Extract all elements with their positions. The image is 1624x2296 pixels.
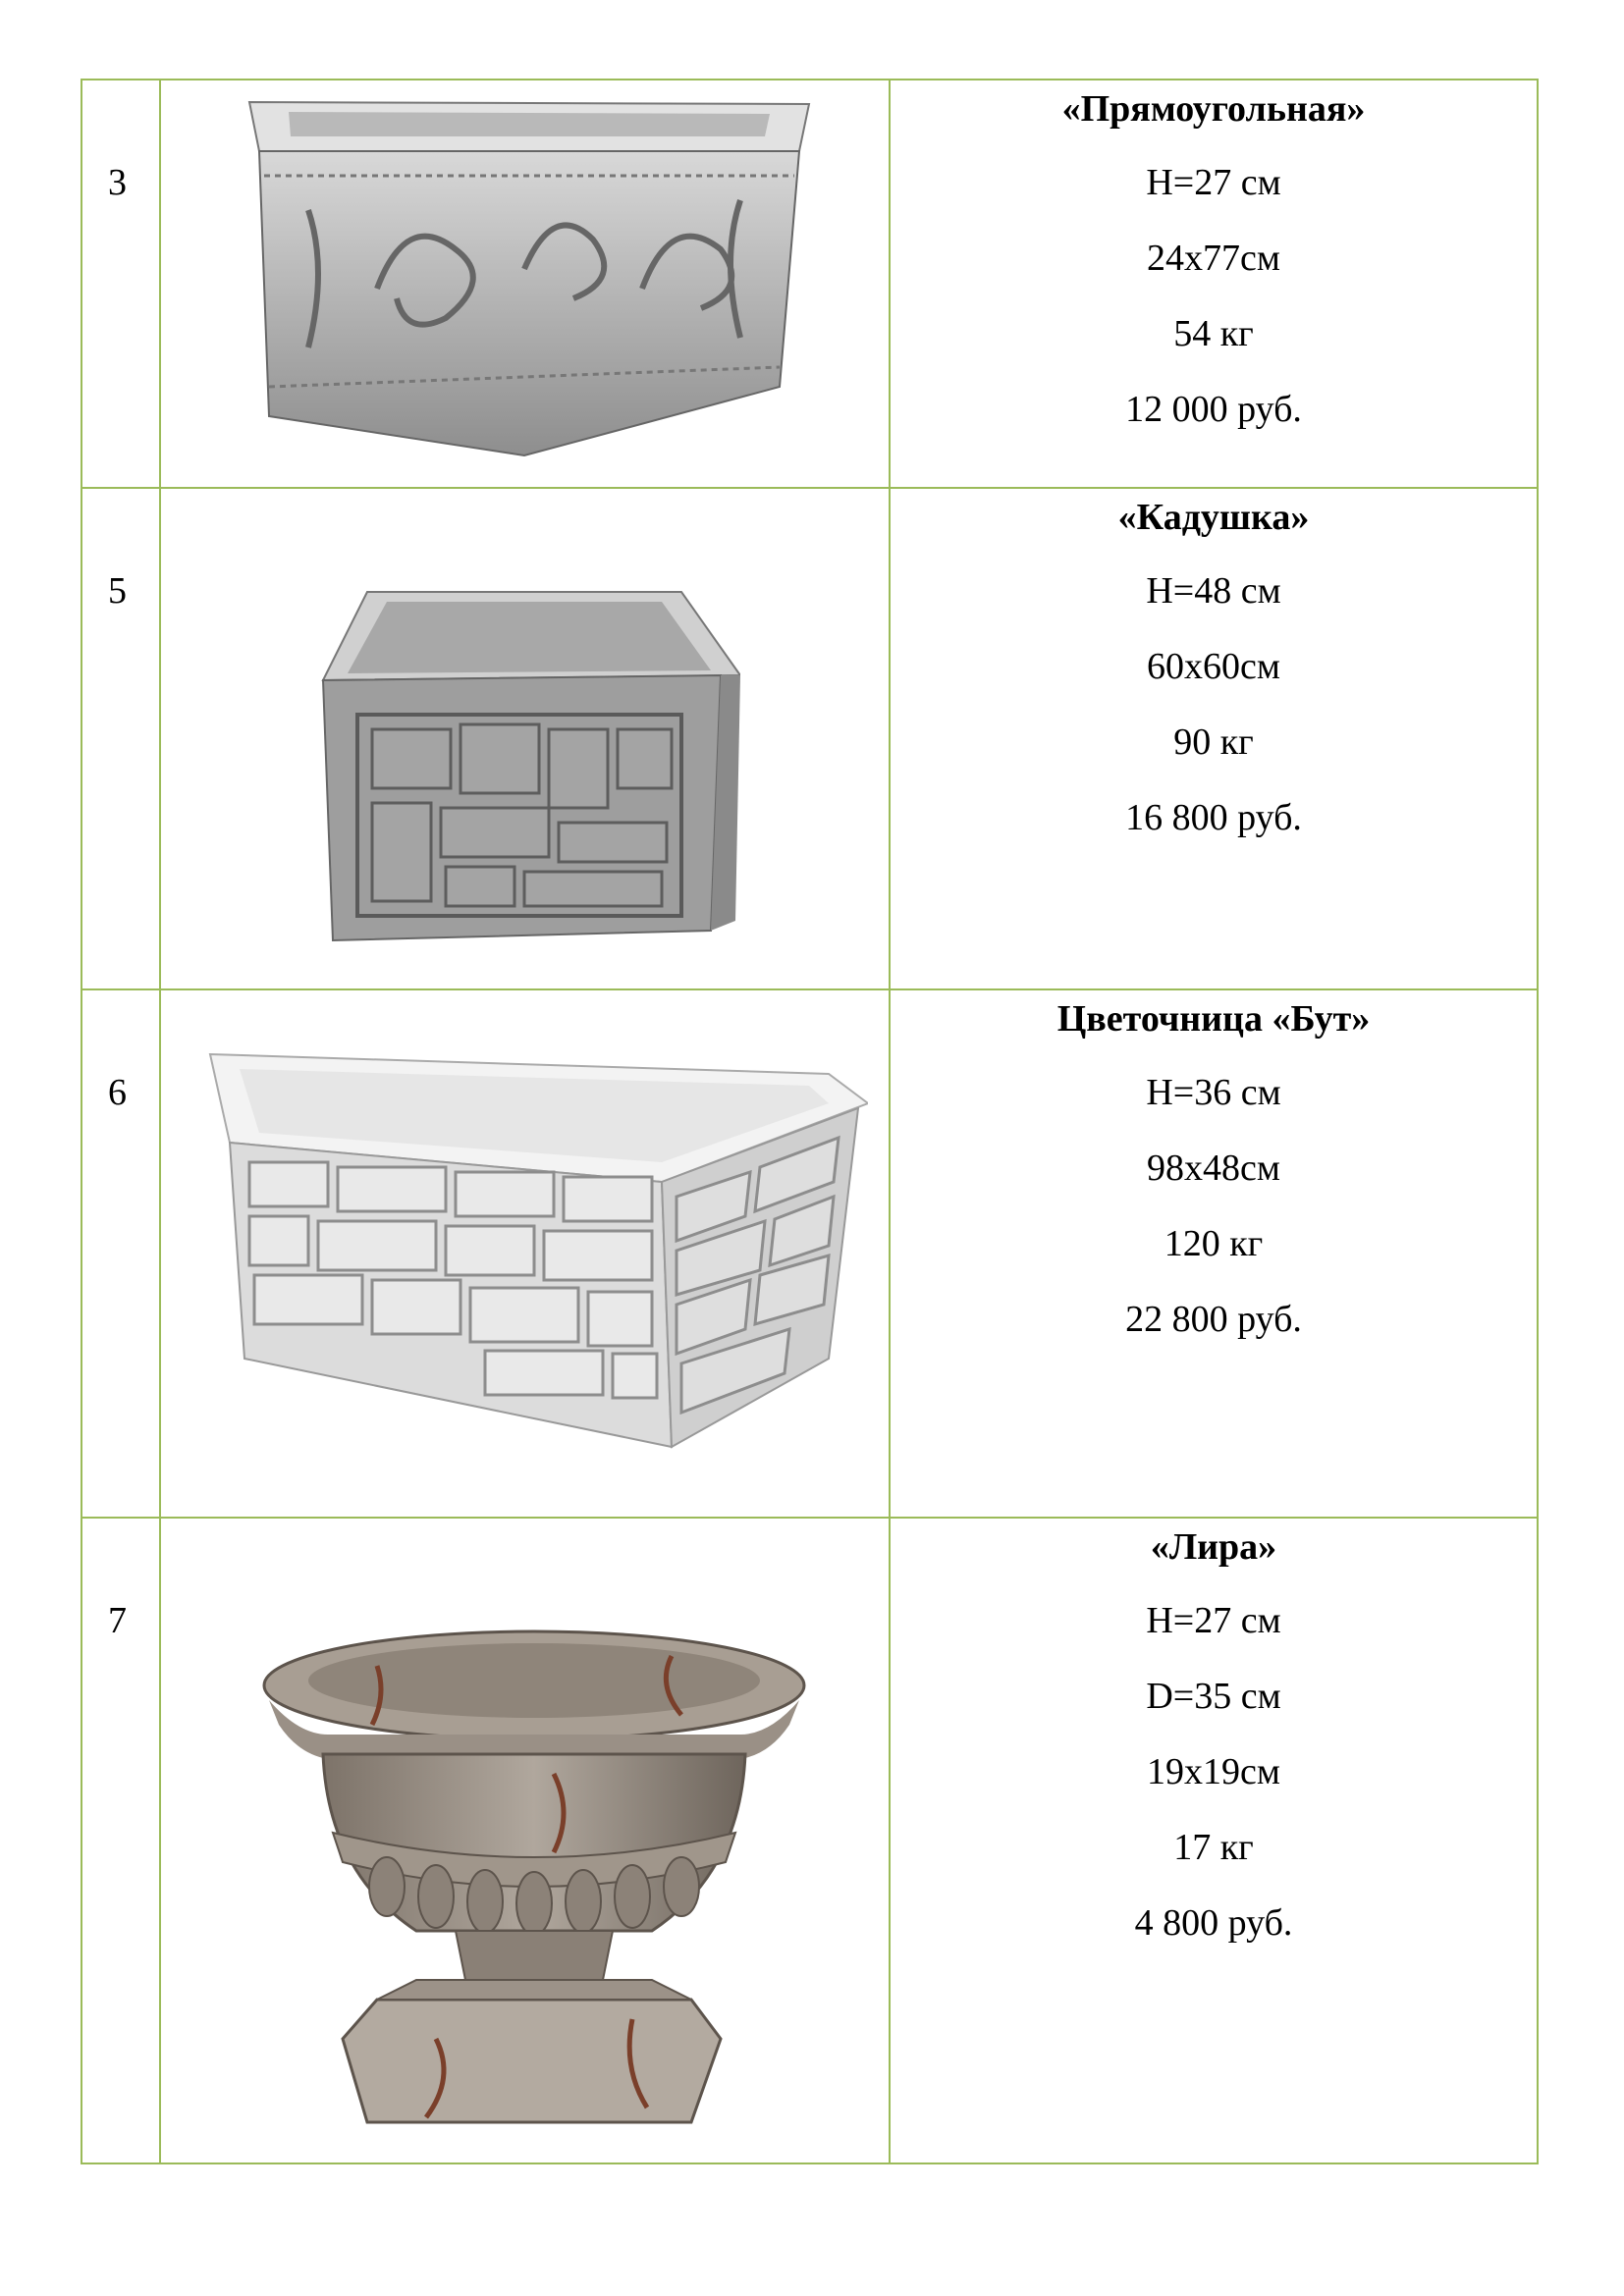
- item-image-cell: [160, 989, 890, 1518]
- item-price: 4 800 руб.: [1134, 1902, 1293, 1944]
- item-weight: 54 кг: [1173, 313, 1254, 354]
- item-image-cell: [160, 80, 890, 488]
- item-size: 60х60см: [1147, 646, 1280, 687]
- item-weight: 17 кг: [1173, 1827, 1254, 1868]
- item-weight: 120 кг: [1164, 1223, 1264, 1264]
- item-weight: 90 кг: [1173, 721, 1254, 763]
- product-table: [81, 79, 1539, 2164]
- rectangular-ornate-planter-image: [230, 92, 819, 475]
- urn-vase-image: [259, 1627, 809, 2137]
- item-price: 12 000 руб.: [1125, 389, 1302, 430]
- item-height: H=48 см: [1146, 570, 1281, 612]
- item-size: 24х77см: [1147, 238, 1280, 279]
- item-number-cell: [81, 80, 160, 488]
- item-number-cell: [81, 488, 160, 989]
- item-info-cell: [890, 488, 1538, 989]
- item-height: H=36 см: [1146, 1072, 1281, 1113]
- item-number: 7: [108, 1600, 127, 1641]
- square-stone-planter-image: [308, 587, 740, 950]
- table-row: [81, 989, 1538, 1518]
- item-number-cell: [81, 1518, 160, 2163]
- item-title: Цветочница «Бут»: [1056, 998, 1371, 1040]
- item-title: «Лира»: [1150, 1526, 1277, 1568]
- brick-planter-image: [200, 1035, 868, 1457]
- item-size: 98х48см: [1147, 1148, 1280, 1189]
- item-number: 3: [108, 162, 127, 203]
- item-height: H=27 см: [1146, 1600, 1281, 1641]
- item-price: 16 800 руб.: [1125, 797, 1302, 838]
- item-image-cell: [160, 488, 890, 989]
- item-height: H=27 см: [1146, 162, 1281, 203]
- item-title: «Кадушка»: [1117, 497, 1310, 538]
- item-number-cell: [81, 989, 160, 1518]
- item-image-cell: [160, 1518, 890, 2163]
- item-number: 5: [108, 570, 127, 612]
- item-info-cell: [890, 1518, 1538, 2163]
- table-row: [81, 1518, 1538, 2163]
- item-info-cell: [890, 989, 1538, 1518]
- item-number: 6: [108, 1072, 127, 1113]
- item-size: 19х19см: [1147, 1751, 1280, 1792]
- table-row: [81, 488, 1538, 989]
- table-row: [81, 80, 1538, 488]
- item-price: 22 800 руб.: [1125, 1299, 1302, 1340]
- item-title: «Прямоугольная»: [1061, 88, 1366, 130]
- item-diameter: D=35 см: [1146, 1676, 1281, 1717]
- item-info-cell: [890, 80, 1538, 488]
